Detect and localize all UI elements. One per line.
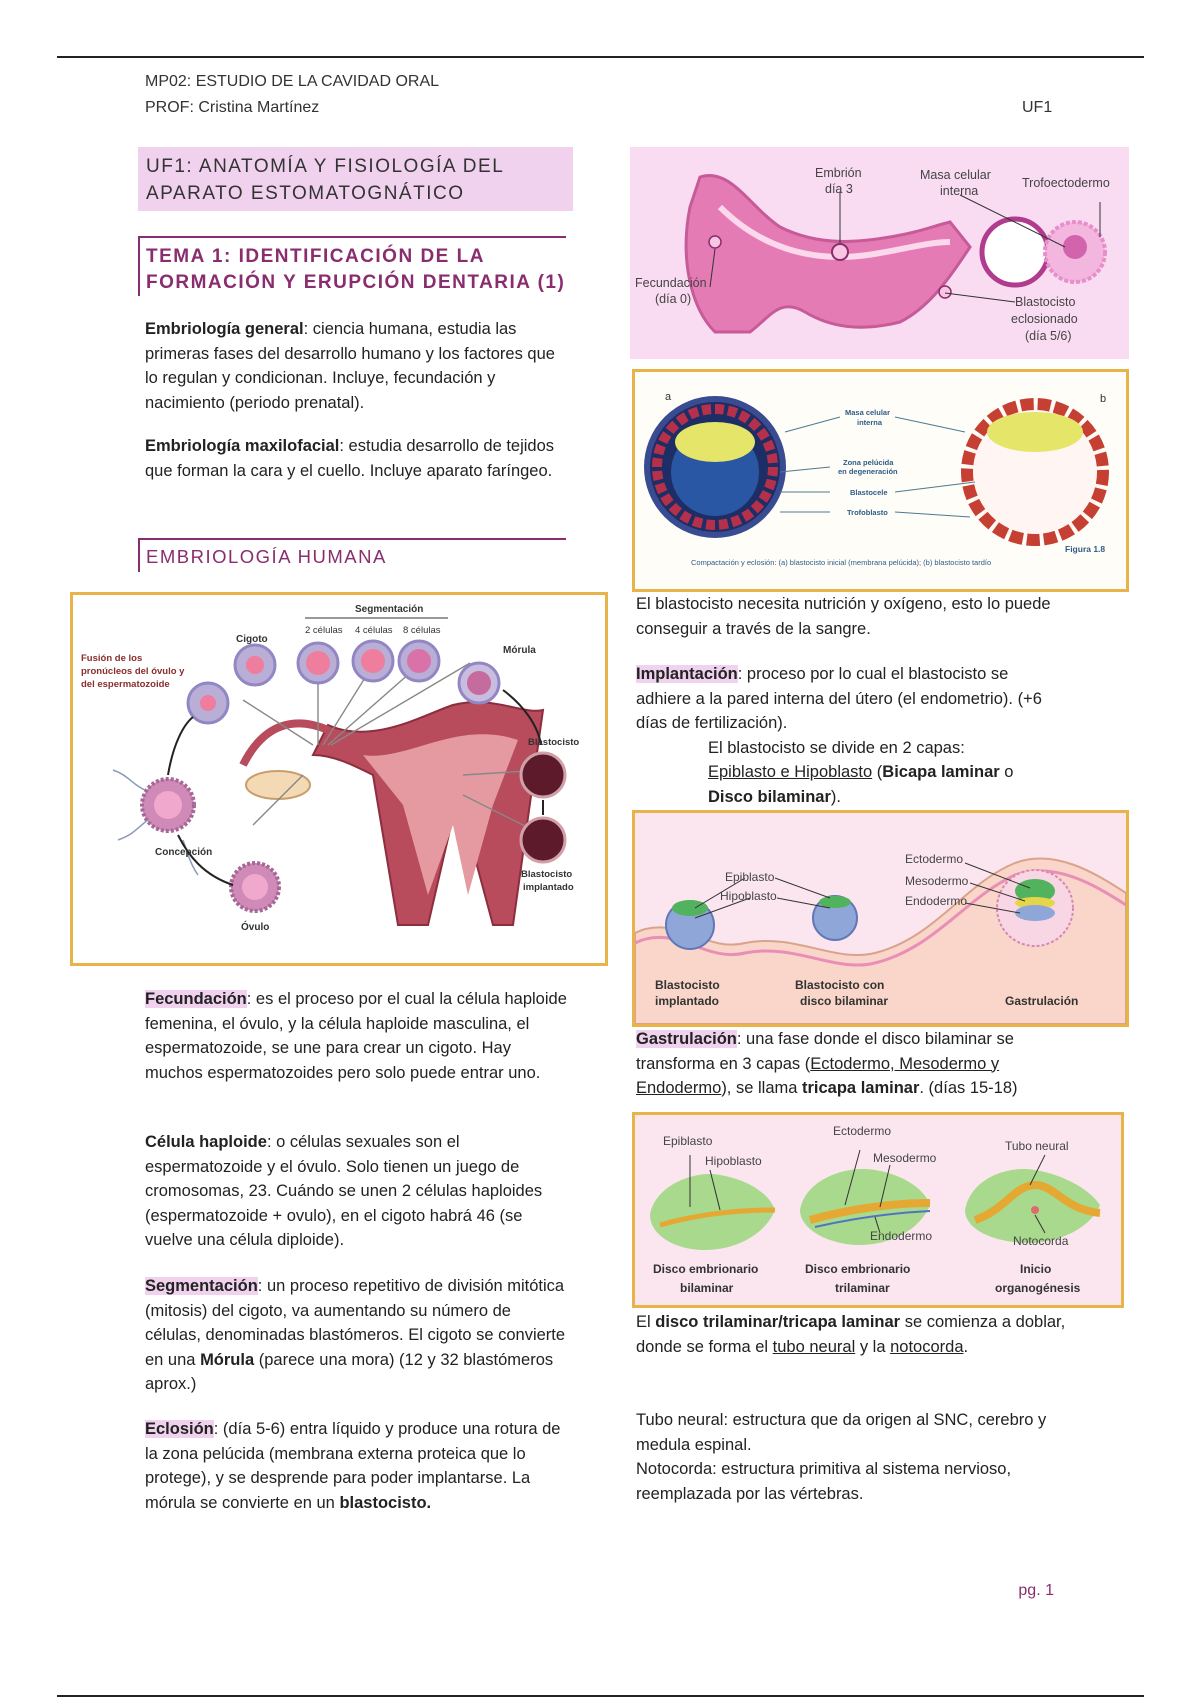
- caption-3: Gastrulación: [1005, 994, 1079, 1008]
- blastocyst-ring: [982, 219, 1048, 285]
- fertilization-cycle-figure: [70, 592, 608, 966]
- implantacion-sublist: [636, 736, 1066, 810]
- label-notocorda: Notocorda: [1013, 1234, 1069, 1248]
- label-blast-2: eclosionado: [1011, 312, 1078, 326]
- embryonic-disc-svg: [635, 1115, 1121, 1305]
- caption-2b: trilaminar: [835, 1281, 890, 1295]
- blastocyst-compaction-figure: [632, 369, 1129, 592]
- label-masa-1: Masa celular: [845, 408, 891, 417]
- embrio-general-term: Embriología general: [145, 320, 304, 338]
- label-blast-1: Blastocisto: [1015, 295, 1076, 309]
- implantacion-disco: Disco bilaminar: [708, 787, 831, 806]
- label-morula: Mórula: [503, 645, 536, 656]
- label-segmentacion: Segmentación: [355, 604, 424, 615]
- label-4-cells: 4 células: [355, 625, 393, 636]
- top-rule: [57, 56, 1144, 58]
- eclosion-term: Eclosión: [145, 1420, 214, 1438]
- implantacion-layers: Epiblasto e Hipoblasto: [708, 763, 873, 781]
- inner-cell-mass-a: [675, 422, 755, 462]
- unit-banner-line2: APARATO ESTOMATOGNÁTICO: [146, 183, 465, 204]
- caption-2b: disco bilaminar: [800, 994, 889, 1008]
- label-zona-2: en degeneración: [838, 467, 898, 476]
- label-blast-3: (día 5/6): [1025, 329, 1072, 343]
- label-epiblasto: Epiblasto: [663, 1134, 713, 1148]
- segmentacion-term: Segmentación: [145, 1277, 258, 1295]
- embrio-general-paragraph: [145, 317, 555, 415]
- inner-cell-mass-b: [987, 412, 1083, 452]
- implantacion-o: o: [999, 763, 1014, 781]
- label-tubo-neural: Tubo neural: [1005, 1139, 1069, 1153]
- trilaminar-paragraph: [636, 1310, 1066, 1359]
- trilaminar-t1: El: [636, 1313, 656, 1331]
- figure-number: Figura 1.8: [1065, 544, 1106, 554]
- label-cigoto: Cigoto: [236, 634, 268, 645]
- label-ovulo: Óvulo: [241, 922, 270, 933]
- eclosion-bold: blastocisto.: [339, 1493, 432, 1512]
- trilaminar-t2: se comienza a doblar, donde se forma el: [636, 1313, 1066, 1356]
- implantacion-paragraph: [636, 662, 1066, 809]
- blastocyst-nutrition-paragraph: El blastocisto necesita nutrición y oxígeno, esto lo puede conseguir a través de la sangre.: [636, 595, 1051, 638]
- gastrulacion-t2: ), se llama: [721, 1079, 802, 1097]
- ovary: [246, 771, 310, 799]
- unit-banner-line1: UF1: ANATOMÍA Y FISIOLOGÍA DEL: [146, 156, 505, 177]
- haploide-paragraph: [145, 1130, 570, 1253]
- label-fusion-1: Fusión de los: [81, 653, 143, 664]
- implantacion-text: : proceso por lo cual el blastocisto se adhiere a la pared interna del útero (el endometrio). (+6 días de fertilización).: [636, 665, 1042, 732]
- figure-caption: Compactación y eclosión: (a) blastocisto inicial (membrana pelúcida); (b) blastocisto tardío: [691, 558, 992, 567]
- label-masa-1: Masa celular: [920, 168, 991, 182]
- embrio-maxilo-paragraph: [145, 434, 555, 483]
- label-embrion: Embrión: [815, 166, 862, 180]
- label-zona-1: Zona pelúcida: [843, 458, 894, 467]
- gastrulation-figure: [632, 810, 1129, 1027]
- label-epiblasto: Epiblasto: [725, 870, 775, 884]
- tema-line2: FORMACIÓN Y ERUPCIÓN DENTARIA (1): [146, 272, 566, 293]
- label-fusion-3: del espermatozoide: [81, 679, 170, 690]
- implantacion-line-2: [708, 760, 1066, 785]
- segmentacion-text-2: (parece una mora) (12 y 32 blastómeros aprox.): [145, 1350, 554, 1393]
- trilaminar-tubo: tubo neural: [772, 1337, 856, 1356]
- section-heading-humana: [138, 538, 566, 572]
- caption-3a: Inicio: [1020, 1262, 1052, 1276]
- fecundacion-text: : es el proceso por el cual la célula haploide femenina, el óvulo, y la célula haploide masculina, el espermatozoide, se une para crear un cigoto. Hay muchos espermatozoides pero solo puede entrar uno.: [145, 990, 567, 1082]
- label-fecund-1: Fecundación: [635, 276, 707, 290]
- implanted-blastocyst-cell: [521, 818, 565, 862]
- trilaminar-noto: notocorda: [890, 1337, 964, 1356]
- gastrulation-svg: [635, 813, 1126, 1024]
- label-8-cells: 8 células: [403, 625, 441, 636]
- gastrulacion-layers: Ectodermo, Mesodermo y Endodermo: [636, 1054, 1000, 1097]
- eclosion-text: : (día 5-6) entra líquido y produce una rotura de la zona pelúcida (membrana externa proteica que lo protege), y se desprende para poder implantarse. La mórula se convierte en un: [145, 1420, 561, 1512]
- implantacion-bicapa: Bicapa laminar: [882, 763, 1000, 781]
- label-ectodermo: Ectodermo: [833, 1124, 892, 1138]
- noto-definition: Notocorda: estructura primitiva al sistema nervioso, reemplazada por las vértebras.: [636, 1460, 1012, 1503]
- page-number: pg. 1: [1018, 1582, 1054, 1599]
- professor-name: PROF: Cristina Martínez: [145, 99, 320, 116]
- label-concepcion: Concepción: [155, 847, 213, 858]
- gastrulacion-term: Gastrulación: [636, 1030, 737, 1048]
- label-masa-2: interna: [940, 184, 979, 198]
- embryo-day3: [832, 244, 848, 260]
- embrio-general-text: : ciencia humana, estudia las primeras fases del desarrollo humano y los factores que lo regulan y condicionan. Incluye, fecundación y nacimiento (periodo prenatal).: [145, 320, 555, 412]
- label-hipoblasto: Hipoblasto: [705, 1154, 762, 1168]
- eclosion-paragraph: [145, 1417, 570, 1515]
- caption-2a: Blastocisto con: [795, 978, 885, 992]
- label-dia3: día 3: [825, 182, 853, 196]
- haploide-term: Célula haploide: [145, 1133, 267, 1151]
- tema-line1: TEMA 1: IDENTIFICACIÓN DE LA: [146, 246, 485, 267]
- caption-2a: Disco embrionario: [805, 1262, 911, 1276]
- gastrulacion-t3: . (días 15-18): [919, 1079, 1018, 1097]
- blastocyst-cell: [521, 753, 565, 797]
- bottom-rule: [57, 1695, 1144, 1697]
- fecundacion-term: Fecundación: [145, 990, 247, 1008]
- caption-3b: organogénesis: [995, 1281, 1081, 1295]
- unit-banner: [138, 147, 573, 211]
- fecundacion-paragraph: [145, 987, 570, 1085]
- embrio-maxilo-text: : estudia desarrollo de tejidos que forman la cara y el cuello. Incluye aparato faríngeo.: [145, 437, 555, 480]
- tema-heading: [138, 236, 566, 296]
- trilaminar-t3: y la: [855, 1337, 891, 1356]
- segmentacion-text-1: : un proceso repetitivo de división mitótica (mitosis) del cigoto, va aumentando su número de células, denominadas blastómeros. El cigoto se convierte en una: [145, 1277, 566, 1369]
- gastrulacion-paragraph: [636, 1027, 1066, 1101]
- trilaminar-t4: .: [963, 1337, 969, 1356]
- trilaminar-bold: disco trilaminar/tricapa laminar: [655, 1313, 901, 1331]
- fertilization-cycle-svg: [73, 595, 605, 963]
- embrio-maxilo-term: Embriología maxilofacial: [145, 437, 340, 455]
- label-blastocele: Blastocele: [850, 488, 888, 497]
- section-heading-humana-text: EMBRIOLOGÍA HUMANA: [146, 546, 387, 567]
- label-fusion-2: pronúcleos del óvulo y: [81, 666, 185, 677]
- label-blastocisto-implantado-1: Blastocisto: [521, 869, 573, 880]
- course-title: MP02: ESTUDIO DE LA CAVIDAD ORAL: [145, 73, 440, 90]
- label-blastocisto-implantado-2: implantado: [523, 882, 574, 893]
- caption-1a: Disco embrionario: [653, 1262, 759, 1276]
- implantacion-close: ).: [830, 787, 841, 806]
- uterus-blastocyst-figure: [630, 147, 1129, 359]
- label-b: b: [1100, 393, 1107, 405]
- fallopian-tube: [243, 723, 328, 765]
- gastrulacion-tricapa: tricapa laminar: [802, 1079, 920, 1097]
- label-hipoblasto: Hipoblasto: [720, 889, 777, 903]
- label-trofoblasto: Trofoblasto: [847, 508, 888, 517]
- label-endodermo: Endodermo: [870, 1229, 933, 1243]
- embryonic-disc-figure: [632, 1112, 1124, 1308]
- gastrulacion-t1: : una fase donde el disco bilaminar se transforma en 3 capas (: [636, 1030, 1014, 1073]
- implantacion-line-3: [708, 785, 1066, 810]
- haploide-text: : o células sexuales son el espermatozoide y el óvulo. Solo tienen un juego de cromosomas, 23. Cuándo se unen 2 células haploides (espermatozoide + ovulo), en el cigoto habrá 46 (se vuelve una célula diploide).: [145, 1133, 543, 1249]
- uterus-blastocyst-svg: [630, 147, 1129, 359]
- implantacion-paren: (: [872, 763, 883, 781]
- label-mesodermo: Mesodermo: [873, 1151, 937, 1165]
- tubo-definition: Tubo neural: estructura que da origen al SNC, cerebro y medula espinal.: [636, 1411, 1047, 1454]
- label-masa-2: interna: [857, 418, 883, 427]
- caption-1a: Blastocisto: [655, 978, 720, 992]
- fertilization-point: [709, 236, 721, 248]
- label-2-cells: 2 células: [305, 625, 343, 636]
- label-trofo: Trofoectodermo: [1022, 176, 1110, 190]
- segmentacion-paragraph: [145, 1274, 570, 1397]
- caption-1b: implantado: [655, 994, 720, 1008]
- caption-1b: bilaminar: [680, 1281, 734, 1295]
- label-a: a: [665, 391, 672, 403]
- implantacion-line-1: El blastocisto se divide en 2 capas:: [708, 738, 965, 757]
- unit-label: UF1: [1022, 99, 1053, 116]
- notochord: [1031, 1206, 1039, 1214]
- label-ectodermo: Ectodermo: [905, 852, 964, 866]
- label-blastocisto: Blastocisto: [528, 737, 580, 748]
- label-mesodermo: Mesodermo: [905, 874, 969, 888]
- implantacion-term: Implantación: [636, 665, 738, 683]
- segmentacion-bold: Mórula: [200, 1350, 255, 1369]
- label-endodermo: Endodermo: [905, 894, 968, 908]
- label-fecund-2: (día 0): [655, 292, 692, 306]
- blastocyst-compaction-svg: [635, 372, 1126, 589]
